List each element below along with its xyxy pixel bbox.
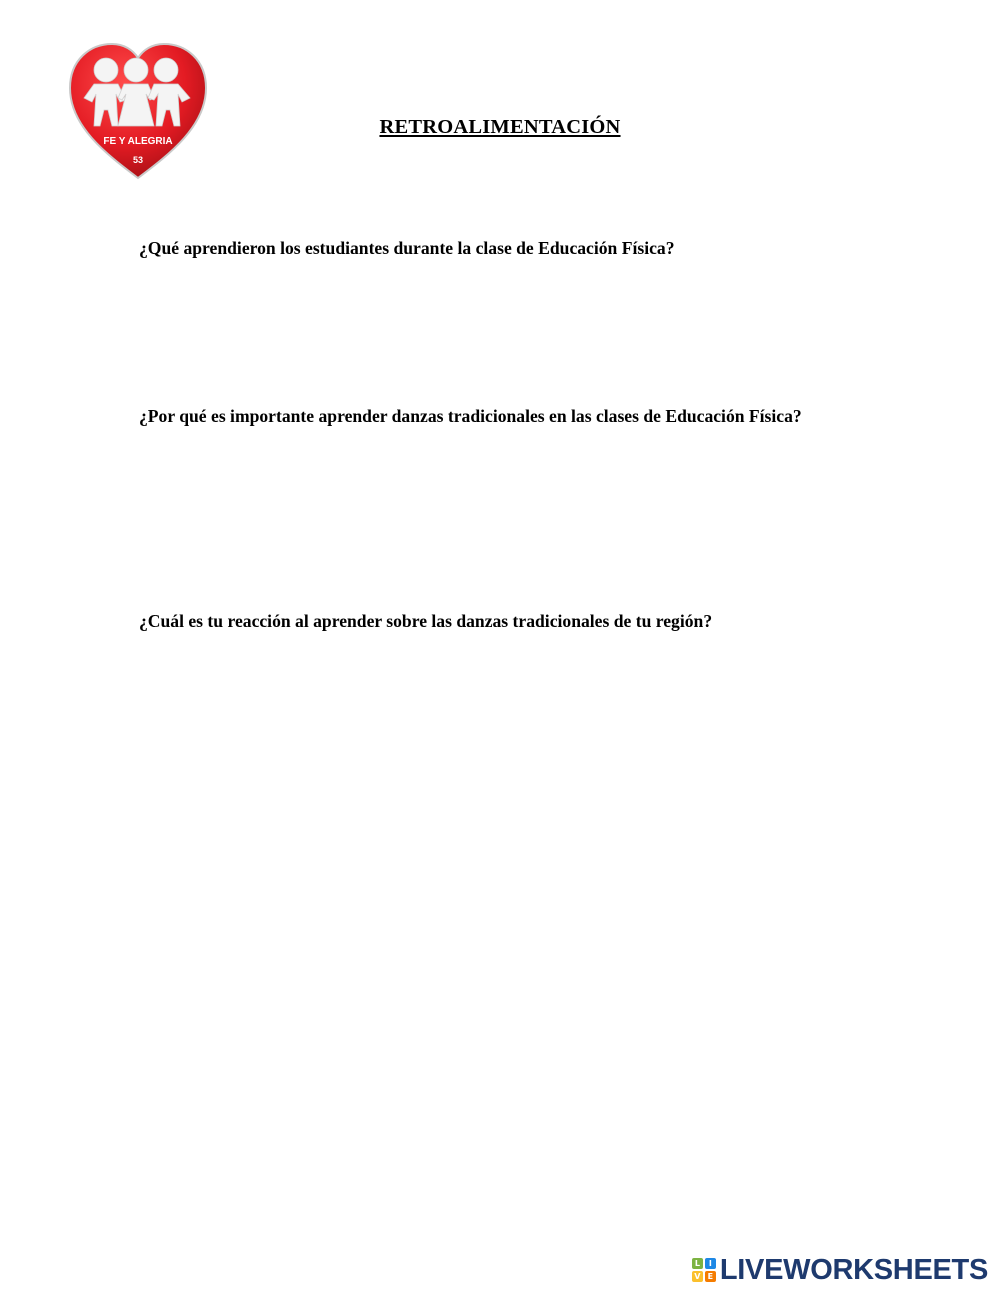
brand-name: LIVEWORKSHEETS — [719, 1253, 988, 1286]
logo-text-line1: FE Y ALEGRIA — [103, 136, 173, 147]
answer-area-3[interactable] — [139, 640, 860, 820]
liveworksheets-mark-icon — [692, 1258, 716, 1282]
brand-mark-letter: E — [705, 1271, 716, 1282]
question-3: ¿Cuál es tu reacción al aprender sobre las danzas tradicionales de tu región? — [139, 611, 713, 631]
question-2: ¿Por qué es importante aprender danzas tradicionales en las clases de Educación Física? — [139, 406, 802, 426]
answer-area-1[interactable] — [139, 270, 860, 390]
page-title: RETROALIMENTACIÓN — [379, 116, 621, 138]
logo-text-line2: 53 — [132, 155, 144, 165]
question-1: ¿Qué aprendieron los estudiantes durante la clase de Educación Física? — [139, 238, 675, 258]
heart-children-logo-icon — [66, 42, 210, 180]
school-logo — [66, 42, 210, 180]
brand-mark-letter: L — [692, 1258, 703, 1269]
liveworksheets-brand — [692, 1253, 988, 1287]
brand-mark-letter: V — [692, 1271, 703, 1282]
answer-area-2[interactable] — [139, 470, 860, 595]
brand-mark-letter: I — [705, 1258, 716, 1269]
